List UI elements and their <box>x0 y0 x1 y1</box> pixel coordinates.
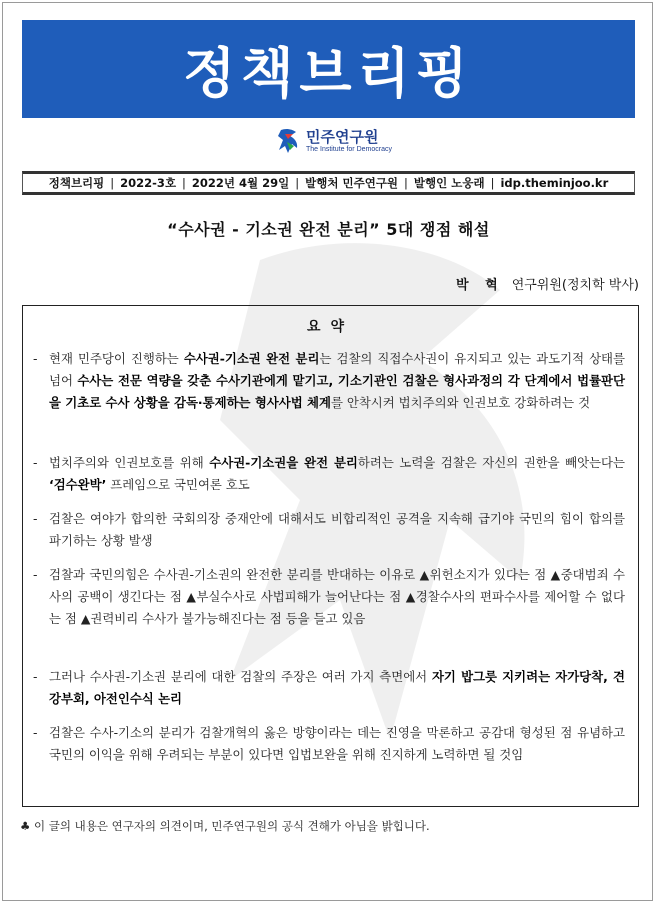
institute-logo <box>276 124 392 158</box>
bullet-dash: - <box>33 455 38 470</box>
bullet-dash: - <box>33 351 38 366</box>
bullet-segment: 법치주의와 인권보호를 위해 <box>49 455 210 470</box>
bullet-dash: - <box>33 567 38 582</box>
info-separator: | <box>295 176 300 190</box>
bullet-emphasis: 수사권-기소권 완전 분리 <box>183 351 320 366</box>
summary-bullet <box>33 348 625 414</box>
bullet-dash: - <box>33 511 38 526</box>
club-icon: ♣ <box>20 819 31 833</box>
bullet-segment: 그러나 수사권-기소권 분리에 대한 검찰의 주장은 여러 가지 측면에서 <box>49 669 432 684</box>
summary-bullet <box>33 564 625 630</box>
document-title: “수사권 - 기소권 완전 분리” 5대 쟁점 해설 <box>167 220 490 239</box>
bullet-segment: 검찰과 국민의힘은 수사권-기소권의 완전한 분리를 반대하는 이유로 ▲위헌소지가 있다는 점 ▲중대범죄 수사의 공백이 생긴다는 점 ▲부실수사로 사법피해가 늘어난다는 점 ▲경찰수사의 편파수사를 제어할 수 없다는 점 ▲권력비리 수사가 불가능해진다는 점 등을 들고 있음 <box>49 567 625 626</box>
bullet-text <box>49 564 625 630</box>
summary-bullet <box>33 666 625 710</box>
bullet-segment: 를 안착시켜 법치주의와 인권보호 강화하려는 것 <box>330 395 591 410</box>
bullet-emphasis: 자기 밥그릇 지키려는 자가당착, 견강부회, 아전인수식 논리 <box>49 669 625 706</box>
bullet-emphasis: ‘검수완박’ <box>49 477 107 492</box>
institute-logo-icon <box>276 126 302 156</box>
bullet-segment: 검찰은 수사-기소의 분리가 검찰개혁의 옳은 방향이라는 데는 진영을 막론하고 공감대 형성된 점 유념하고 국민의 이익을 위해 우려되는 부분이 있다면 입법보완을 위해 진지하게 노력하면 될 것임 <box>49 725 625 762</box>
info-separator: | <box>490 176 495 190</box>
author-role: 연구위원(정치학 박사) <box>511 278 639 293</box>
summary-heading: 요약 <box>306 319 355 335</box>
info-separator: | <box>404 176 408 190</box>
bullet-text <box>49 666 625 710</box>
bullet-dash: - <box>33 725 38 740</box>
info-series: 정책브리핑 <box>48 176 105 190</box>
bullet-emphasis: 수사는 전문 역량을 갖춘 수사기관에게 맡기고, 기소기관인 검찰은 형사과정의 각 단계에서 법률판단을 기초로 수사 상황을 감독·통제하는 형사사법 체계 <box>49 373 625 410</box>
info-website[interactable]: idp.theminjoo.kr <box>500 176 609 190</box>
bullet-dash: - <box>33 669 38 684</box>
summary-bullet <box>33 508 625 552</box>
bullet-emphasis: 수사권-기소권을 완전 분리 <box>209 455 358 470</box>
disclaimer-footnote <box>20 818 430 834</box>
info-separator: | <box>182 176 186 190</box>
bullet-segment: 프레임으로 국민여론 호도 <box>106 477 250 492</box>
author-name: 박 혁 <box>456 278 504 293</box>
banner-title: 정책브리핑 <box>183 41 474 105</box>
bullet-text <box>49 348 625 414</box>
institute-name: 민주연구원 <box>306 127 379 146</box>
institute-subtitle: The Institute for Democracy <box>306 145 392 153</box>
summary-box <box>22 305 639 807</box>
header-banner <box>22 20 635 118</box>
publication-info-bar <box>22 171 635 195</box>
summary-bullet <box>33 452 625 496</box>
info-issue: 2022-3호 <box>120 176 177 190</box>
info-issuer: 발행인 노웅래 <box>413 176 485 190</box>
info-publisher: 발행처 민주연구원 <box>305 176 399 190</box>
bullet-text <box>49 452 625 496</box>
author-line <box>456 274 639 293</box>
bullet-segment: 검찰은 여야가 합의한 국회의장 중재안에 대해서도 비합리적인 공격을 지속해 급기야 국민의 힘이 합의를 파기하는 상황 발생 <box>49 511 625 548</box>
bullet-text <box>49 508 625 552</box>
bullet-segment: 현재 민주당이 진행하는 <box>49 351 184 366</box>
bullet-segment: 는 검찰의 직접수사권이 유지되고 있는 과도기적 상태를 넘어 <box>49 351 625 388</box>
disclaimer-text: 이 글의 내용은 연구자의 의견이며, 민주연구원의 공식 견해가 아님을 밝힙니다. <box>33 819 430 833</box>
bullet-text <box>49 722 625 766</box>
summary-bullet <box>33 722 625 766</box>
info-separator: | <box>110 176 115 190</box>
bullet-segment: 하려는 노력을 검찰은 자신의 권한을 빼앗는다는 <box>357 455 625 470</box>
info-date: 2022년 4월 29일 <box>191 176 290 190</box>
